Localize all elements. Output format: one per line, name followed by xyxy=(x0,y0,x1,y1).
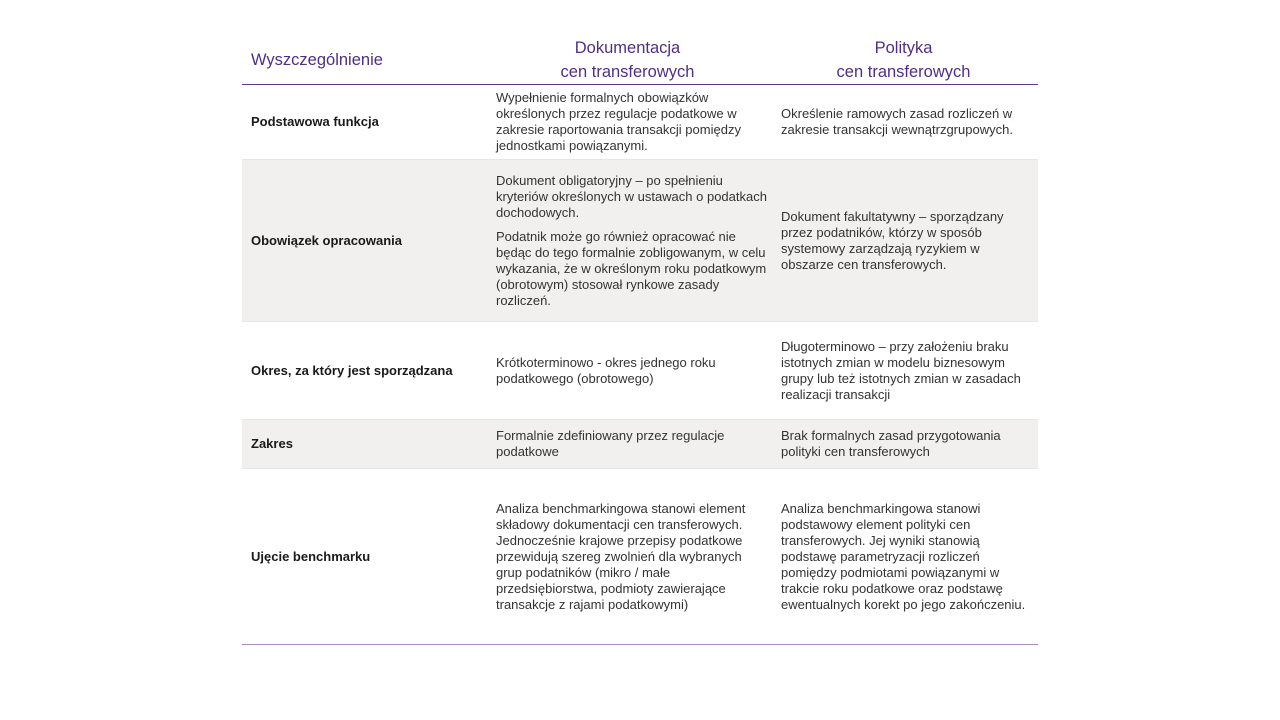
policy-cell xyxy=(781,469,1034,644)
documentation-cell xyxy=(496,322,769,419)
header-documentation xyxy=(490,36,765,84)
documentation-cell xyxy=(496,469,769,644)
row-label: Ujęcie benchmarku xyxy=(251,548,371,564)
header-documentation-line1: Dokumentacja xyxy=(574,39,681,57)
policy-cell xyxy=(781,322,1034,419)
documentation-cell xyxy=(496,85,769,159)
policy-text: Określenie ramowych zasad rozliczeń w zakresie transakcji wewnątrzgrupowych. xyxy=(781,106,1013,137)
table-bottom-divider xyxy=(242,644,1038,645)
row-label: Zakres xyxy=(251,436,293,451)
table-row xyxy=(242,469,1038,644)
policy-cell xyxy=(781,160,1034,321)
table-header xyxy=(242,36,1038,85)
header-policy-line2: cen transferowych xyxy=(836,63,971,81)
row-label: Obowiązek opracowania xyxy=(251,232,402,248)
policy-text: Dokument fakultatywny – sporządzany przez podatników, którzy w sposób systemowy zarządzają ryzykiem w obszarze cen transferowych. xyxy=(781,208,1004,272)
documentation-text: Podatnik może go również opracować nie będąc do tego formalnie zobligowanym, w celu wykazania, że w określonym roku podatkowym (obrotowym) stosował rynkowe zasady rozliczeń. xyxy=(496,228,767,308)
documentation-cell xyxy=(496,160,769,321)
documentation-cell xyxy=(496,420,769,468)
documentation-text: Dokument obligatoryjny – po spełnieniu kryteriów określonych w ustawach o podatkach dochodowych. xyxy=(496,172,767,220)
table-row xyxy=(242,420,1038,469)
table-row xyxy=(242,85,1038,160)
documentation-text: Formalnie zdefiniowany przez regulacje podatkowe xyxy=(496,428,725,459)
row-label: Okres, za który jest sporządzana xyxy=(251,362,453,378)
documentation-text: Krótkoterminowo - okres jednego roku podatkowego (obrotowego) xyxy=(496,354,716,386)
documentation-text: Wypełnienie formalnych obowiązków określonych przez regulacje podatkowe w zakresie raportowania transakcji pomiędzy jednostkami powiązanymi. xyxy=(496,90,741,153)
row-label: Podstawowa funkcja xyxy=(251,114,379,129)
policy-text: Długoterminowo – przy założeniu braku istotnych zmian w modelu biznesowym grupy lub też istotnych zmian w zasadach realizacji transakcji xyxy=(781,338,1021,402)
policy-text: Brak formalnych zasad przygotowania polityki cen transferowych xyxy=(781,428,1001,459)
header-policy-line1: Polityka xyxy=(874,39,933,57)
policy-cell xyxy=(781,420,1034,468)
policy-text: Analiza benchmarkingowa stanowi podstawowy element polityki cen transferowych. Jej wyniki stanowią podstawę parametryzacji rozliczeń pomiędzy podmiotami powiązanymi w trakcie roku podatkowe oraz podstawę ewentualnych korekt po jego zakończeniu. xyxy=(781,500,1026,612)
comparison-table xyxy=(242,36,1038,645)
header-specification: Wyszczególnienie xyxy=(251,51,383,69)
documentation-text: Analiza benchmarkingowa stanowi element składowy dokumentacji cen transferowych. Jednocześnie krajowe przepisy podatkowe przewidują szereg zwolnień dla wybranych grup podatników (mikro / małe przedsiębiorstwa, podmioty zawierające transakcje z rajami podatkowymi) xyxy=(496,500,746,612)
table-row xyxy=(242,322,1038,420)
policy-cell xyxy=(781,85,1034,159)
table-row xyxy=(242,160,1038,322)
header-policy xyxy=(775,36,1032,84)
header-documentation-line2: cen transferowych xyxy=(560,63,695,81)
